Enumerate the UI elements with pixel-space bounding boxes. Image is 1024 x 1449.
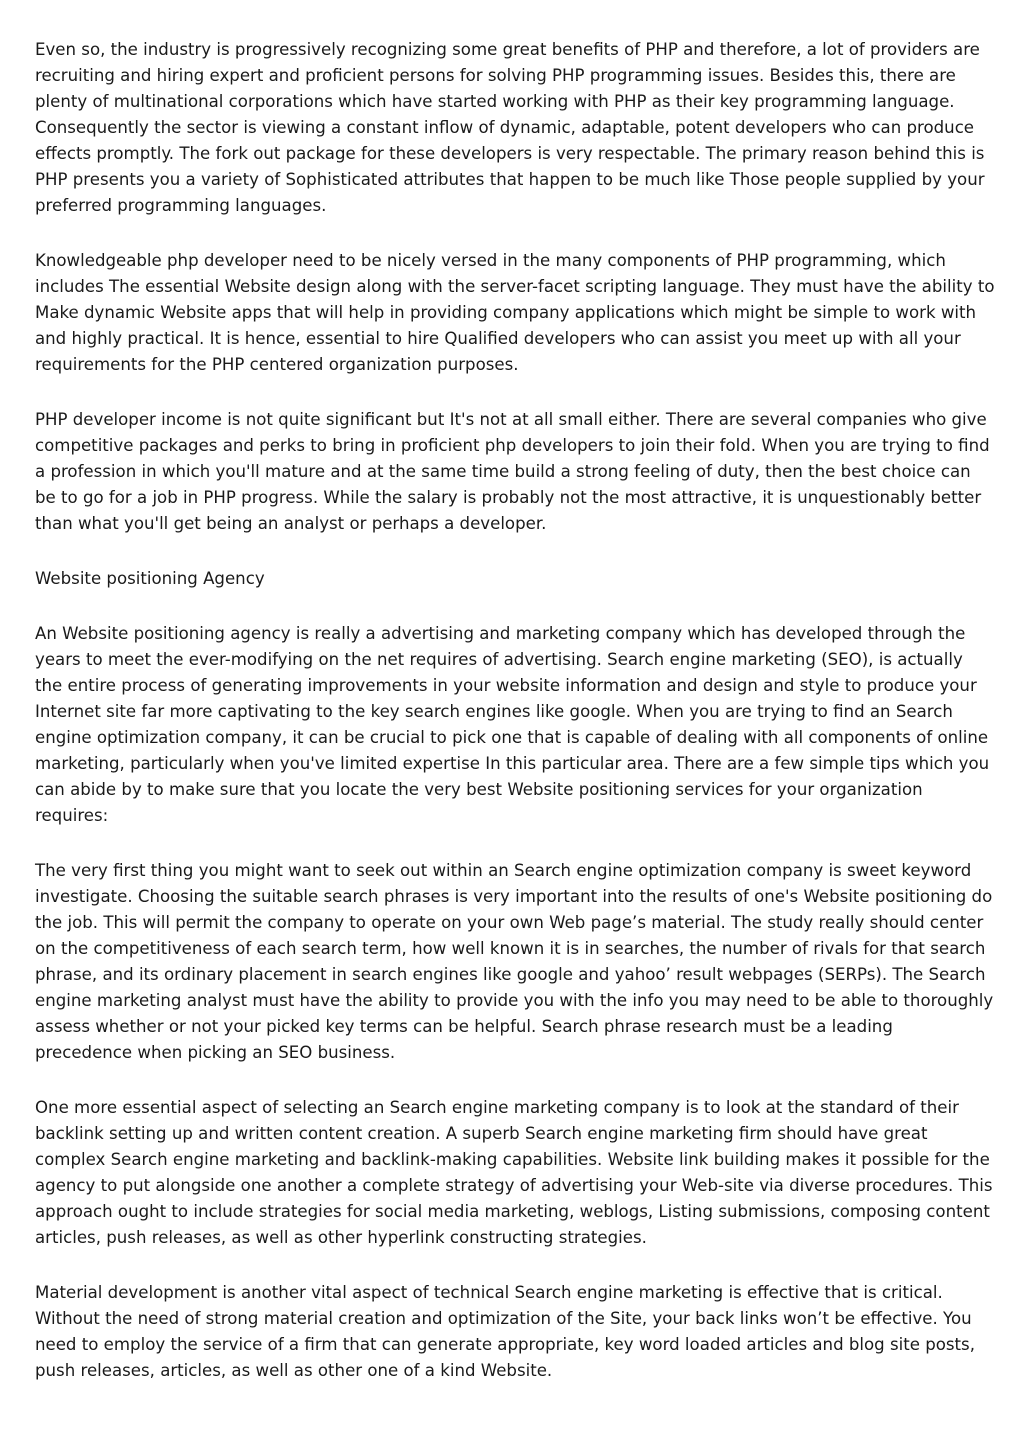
paragraph-keyword-research: The very first thing you might want to seek out within an Search engine optimization company is sweet keyword investigate. Choosing the suitable search phrases is very important into the results of one's Website positioning do the job. This will permit the company to operate on your own Web page’s material. The study really should center on the competitiveness of each search term, how well known it is in searches, the number of rivals for that search phrase, and its ordinary placement in search engines like google and yahoo’ result webpages (SERPs). The Search engine marketing analyst must have the ability to provide you with the info you may need to be able to thoroughly assess whether or not your picked key terms can be helpful. Search phrase research must be a leading precedence when picking an SEO business. bbox=[35, 861, 994, 1062]
paragraph-content-development: Material development is another vital aspect of technical Search engine marketing is effective that is critical. Without the need of strong material creation and optimization of the Site, your back links won’t be effective. You need to employ the service of a firm that can generate appropriate, key word loaded articles and blog site posts, push releases, articles, as well as other one of a kind Website. bbox=[35, 1283, 975, 1380]
document-page bbox=[35, 37, 995, 1413]
section-heading-seo-agency: Website positioning Agency bbox=[35, 569, 265, 588]
paragraph-seo-agency-intro: An Website positioning agency is really a advertising and marketing company which has developed through the years to meet the ever-modifying on the net requires of advertising. Search engine marketing (SEO), is actually the entire process of generating improvements in your website information and design and style to produce your Internet site far more captivating to the key search engines like google. When you are trying to find an Search engine optimization company, it can be crucial to pick one that is capable of dealing with all components of online marketing, particularly when you've limited expertise In this particular area. There are a few simple tips which you can abide by to make sure that you locate the very best Website positioning services for your organization requires: bbox=[35, 624, 990, 825]
paragraph-php-industry: Even so, the industry is progressively recognizing some great benefits of PHP and therefore, a lot of providers are recruiting and hiring expert and proficient persons for solving PHP programming issues. Besides this, there are plenty of multinational corporations which have started working with PHP as their key programming language. Consequently the sector is viewing a constant inflow of dynamic, adaptable, potent developers who can produce effects promptly. The fork out package for these developers is very respectable. The primary reason behind this is PHP presents you a variety of Sophisticated attributes that happen to be much like Those people supplied by your preferred programming languages. bbox=[35, 40, 985, 215]
paragraph-php-developer-income: PHP developer income is not quite significant but It's not at all small either. There are several companies who give competitive packages and perks to bring in proficient php developers to join their fold. When you are trying to find a profession in which you'll mature and at the same time build a strong feeling of duty, then the best choice can be to go for a job in PHP progress. While the salary is probably not the most attractive, it is unquestionably better than what you'll get being an analyst or perhaps a developer. bbox=[35, 410, 990, 533]
paragraph-php-developer-skills: Knowledgeable php developer need to be nicely versed in the many components of PHP programming, which includes The essential Website design along with the server-facet scripting language. They must have the ability to Make dynamic Website apps that will help in providing company applications which might be simple to work with and highly practical. It is hence, essential to hire Qualified developers who can assist you meet up with all your requirements for the PHP centered organization purposes. bbox=[35, 251, 995, 374]
paragraph-backlink-building: One more essential aspect of selecting an Search engine marketing company is to look at the standard of their backlink setting up and written content creation. A superb Search engine marketing firm should have great complex Search engine marketing and backlink-making capabilities. Website link building makes it possible for the agency to put alongside one another a complete strategy of advertising your Web-site via diverse procedures. This approach ought to include strategies for social media marketing, weblogs, Listing submissions, composing content articles, push releases, as well as other hyperlink constructing strategies. bbox=[35, 1098, 993, 1247]
